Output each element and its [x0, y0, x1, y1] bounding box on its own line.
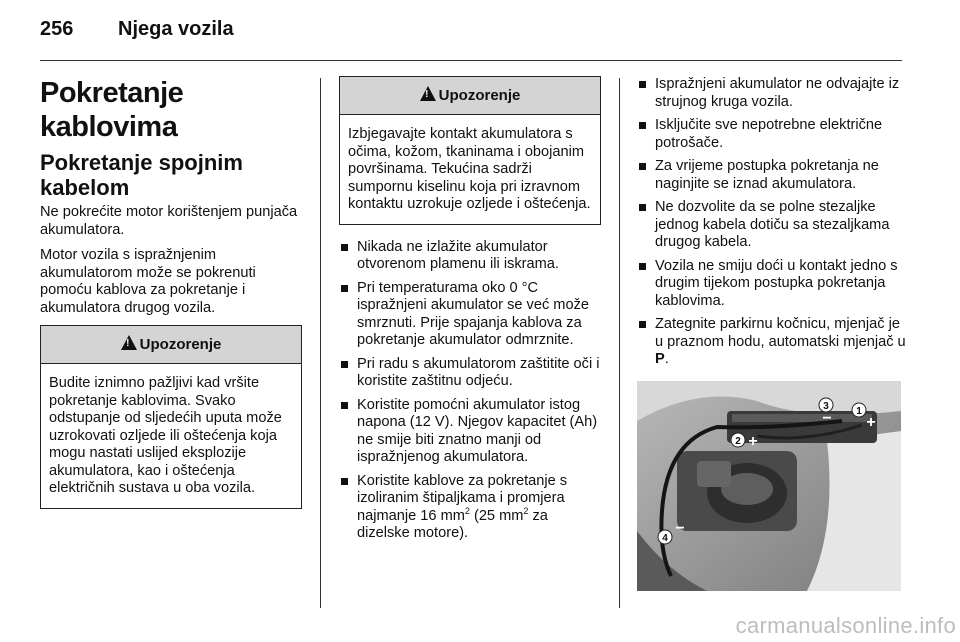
watermark: carmanualsonline.info	[735, 613, 956, 638]
bullet-list-2	[339, 239, 601, 543]
callout-label-1: 1	[856, 406, 862, 417]
paragraph-2: Motor vozila s ispražnjenim akumulatorom može se pokrenuti pomoću kablova za pokretanje i akumulatora drugog vozila.	[40, 247, 256, 316]
text-part: (25 mm	[469, 507, 524, 524]
callout-label-2: 2	[735, 436, 741, 447]
text-part: Zategnite parkirnu kočnicu, mjenjač je u praznom hodu, automatski mjenjač u	[655, 316, 906, 350]
page-number: 256	[40, 18, 74, 40]
section-subtitle: Pokretanje spojnim kabelom	[40, 150, 243, 200]
list-item: Pri temperaturama oko 0 °C ispražnjeni akumulator se već može smrznuti. Prije spajanja kablova za pokretanje akumulator odmrznite.	[339, 280, 601, 350]
warning-triangle-icon	[121, 335, 137, 350]
bullet-list-3	[637, 76, 907, 369]
warning-triangle-icon	[420, 86, 436, 101]
engine-bay-figure	[637, 381, 901, 591]
warning-text: Budite iznimno pažljivi kad vršite pokretanje kablovima. Svako odstupanje od sljedećih uputa može uzrokovati ozljede ili oštećenja koja mogu nastati uslijed eksplozije akumulatora, kao i oštećenja električnih sustava u oba vozila.	[49, 375, 282, 496]
text-part: .	[664, 351, 669, 367]
plus-sign-1: +	[866, 414, 876, 431]
page-title: Pokretanje kablovima	[40, 77, 184, 143]
warning-title: Upozorenje	[438, 87, 521, 104]
gear-position: P	[655, 351, 665, 367]
list-item: Vozila ne smiju doći u kontakt jedno s drugim tijekom postupka pokretanja kablovima.	[637, 258, 907, 311]
engine-bay-illustration	[637, 381, 901, 591]
column-3	[637, 76, 907, 375]
superscript: 2	[464, 505, 470, 516]
warning-box-1	[40, 325, 302, 509]
section-title: Njega vozila	[118, 18, 234, 40]
callout-label-3: 3	[823, 401, 829, 412]
list-item: Koristite pomoćni akumulator istog napona (12 V). Njegov kapacitet (Ah) ne smije biti znatno manji od ispražnjenog akumulatora.	[339, 397, 601, 467]
superscript: 2	[523, 505, 529, 516]
list-item: Isključite sve nepotrebne električne potrošače.	[637, 117, 907, 152]
plus-sign-2: +	[748, 433, 758, 450]
list-item: Ispražnjeni akumulator ne odvajajte iz strujnog kruga vozila.	[637, 76, 907, 111]
warning-text: Izbjegavajte kontakt akumulatora s očima, kožom, tkaninama i obojanim površinama. Tekućina sadrži sumpornu kiselinu koja pri izravnom kontaktu uzrokuje ozljede i oštećenja.	[348, 126, 591, 212]
list-item	[339, 473, 601, 543]
callout-label-4: 4	[662, 533, 668, 544]
column-divider-1	[320, 78, 321, 608]
list-item: Pri radu s akumulatorom zaštitite oči i koristite zaštitnu odjeću.	[339, 356, 601, 391]
list-item: Za vrijeme postupka pokretanja ne naginjite se iznad akumulatora.	[637, 158, 907, 193]
list-item	[637, 316, 907, 369]
header-rule	[40, 60, 902, 61]
column-divider-2	[619, 78, 620, 608]
column-2	[339, 76, 601, 549]
list-item: Nikada ne izlažite akumulator otvorenom plamenu ili iskrama.	[339, 239, 601, 274]
warning-title: Upozorenje	[139, 336, 222, 353]
warning-header	[41, 326, 301, 364]
minus-sign-3: −	[822, 410, 832, 427]
text-part: za dizelske motore).	[357, 507, 548, 541]
page-header	[40, 18, 234, 41]
warning-box-2	[339, 76, 601, 225]
warning-header	[340, 77, 600, 115]
column-1	[40, 76, 302, 509]
minus-sign-4: −	[675, 520, 685, 537]
list-item: Ne dozvolite da se polne stezaljke jednog kabela dotiču sa stezaljkama drugog kabela.	[637, 199, 907, 252]
text-part: Koristite kablove za pokretanje s izoliranim štipaljkama i promjera najmanje 16 mm	[357, 472, 568, 524]
paragraph-1: Ne pokrećite motor korištenjem punjača akumulatora.	[40, 204, 298, 238]
